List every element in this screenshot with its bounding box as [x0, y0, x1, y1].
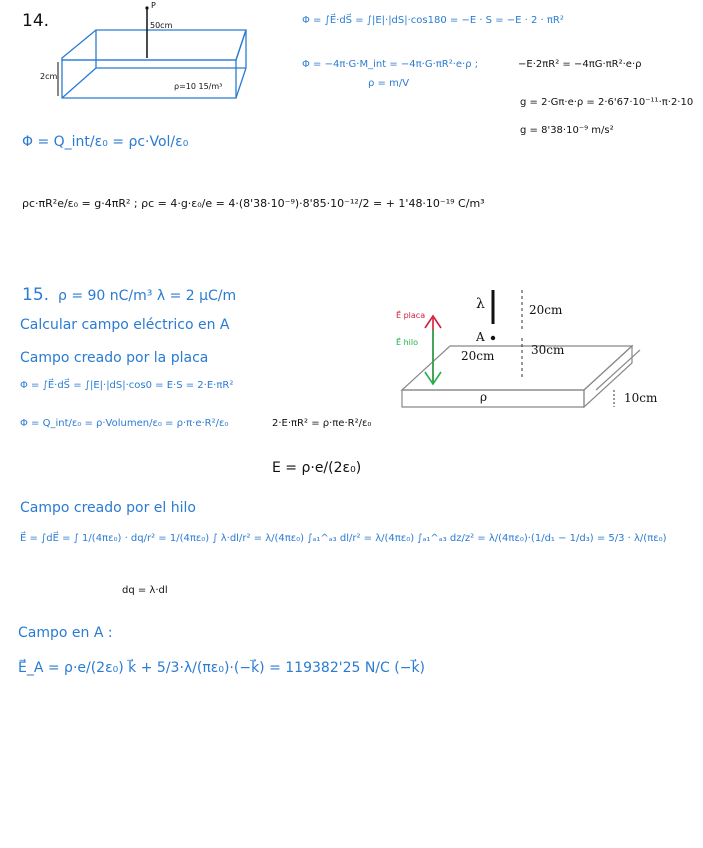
- p14-density-definition: ρ = m/V: [368, 78, 410, 89]
- p14-point-label: P: [151, 1, 156, 10]
- problem-14-number: 14.: [22, 11, 50, 31]
- p15-plate-equate-equation: 2·E·πR² = ρ·πe·R²/ε₀: [272, 418, 372, 429]
- p15-wire-heading: Campo creado por el hilo: [20, 500, 196, 516]
- p15-final-equation: E⃗_A = ρ·e/(2ε₀) k⃗ + 5/3·λ/(πε₀)·(−k⃗) = 119382'25 N/C (−k⃗): [18, 660, 426, 676]
- p14-equate-equation: −E·2πR² = −4πG·πR²·e·ρ: [518, 59, 642, 70]
- p15-plate-field-result: E = ρ·e/(2ε₀): [272, 460, 362, 476]
- problem-15-number: 15.: [22, 285, 50, 305]
- p15-plate-flux-equation: Φ = ∫E⃗·dS⃗ = ∫|E|·|dS|·cos0 = E·S = 2·E·πR²: [20, 380, 234, 391]
- p15-task: Calcular campo eléctrico en A: [20, 317, 230, 333]
- p14-point-marker: [145, 6, 148, 9]
- fig-point-a-label: A: [476, 330, 485, 344]
- p14-flux-equation: Φ = ∫E⃗·dS⃗ = ∫|E|·|dS|·cos180 = −E · S = −E · 2 · πR²: [302, 15, 564, 26]
- p14-g-result: g = 8'38·10⁻⁹ m/s²: [520, 125, 614, 136]
- fig-lambda-label: λ: [476, 296, 485, 312]
- p15-point-a-heading: Campo en A :: [18, 625, 113, 641]
- p14-density-label: ρ=10 15/m³: [174, 82, 223, 91]
- fig-e-placa-label: E⃗ placa: [396, 311, 426, 320]
- p14-flux-gravity-equation: Φ = −4π·G·M_int = −4π·G·πR²·e·ρ ;: [302, 59, 479, 70]
- fig-thickness-label: 10cm: [624, 391, 658, 405]
- fig-e-hilo-label: E⃗ hilo: [396, 338, 419, 347]
- p15-plate-heading: Campo creado por la placa: [20, 350, 209, 366]
- field-arrows: [425, 316, 441, 384]
- p15-dq-definition: dq = λ·dl: [122, 585, 168, 596]
- fig-rho-label: ρ: [480, 390, 488, 404]
- p15-wire-equation: E⃗ = ∫dE⃗ = ∫ 1/(4πε₀) · dq/r² = 1/(4πε₀) ∫ λ·dl/r² = λ/(4πε₀) ∫ₐ₁^ₐ₃ dl/r² = λ/(4πε₀) ∫ₐ₁^ₐ₃ dz/z² = λ/(4πε₀)·(1/d₁ − 1/d₃) = 5/3 · λ/(πε₀): [20, 533, 667, 544]
- fig-distance-a-plate: 20cm: [461, 349, 495, 363]
- fig-distance-wire-plate: 30cm: [531, 343, 565, 357]
- fig-distance-wire-top: 20cm: [529, 303, 563, 317]
- p14-gauss-equation: Φ = Q_int/ε₀ = ρc·Vol/ε₀: [22, 134, 189, 150]
- p15-givens: ρ = 90 nC/m³ λ = 2 μC/m: [58, 288, 237, 304]
- p14-distance-label: 50cm: [150, 21, 173, 30]
- p14-final-equation: ρc·πR²e/ε₀ = g·4πR² ; ρc = 4·g·ε₀/e = 4·(8'38·10⁻⁹)·8'85·10⁻¹²/2 = + 1'48·10⁻¹⁹ C/m³: [22, 197, 485, 210]
- point-a-marker: [491, 336, 495, 340]
- p15-plate-gauss-equation: Φ = Q_int/ε₀ = ρ·Volumen/ε₀ = ρ·π·e·R²/ε₀: [20, 418, 229, 429]
- p14-height-label: 2cm: [40, 72, 58, 81]
- p14-g-formula: g = 2·Gπ·e·ρ = 2·6'67·10⁻¹¹·π·2·10: [520, 97, 694, 108]
